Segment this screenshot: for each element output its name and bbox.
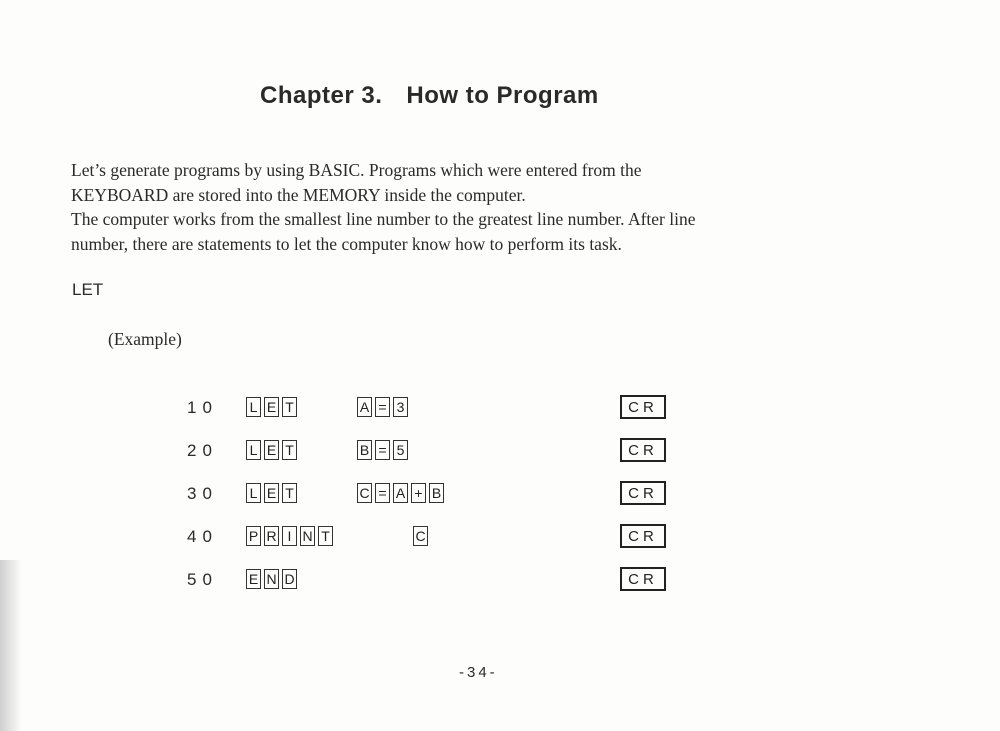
keycap: E [264, 397, 279, 417]
keycap: R [264, 526, 279, 546]
page-number: -34- [459, 664, 498, 681]
keycap: = [375, 483, 390, 503]
program-line [0, 483, 1000, 511]
program-line [0, 397, 1000, 425]
line-number: 40 [187, 527, 218, 546]
keycap: E [264, 483, 279, 503]
example-label: (Example) [108, 329, 182, 349]
chapter-number: Chapter 3. [260, 82, 383, 109]
keycap: L [246, 483, 261, 503]
keycap: T [282, 440, 297, 460]
keycap: B [357, 440, 372, 460]
keycap: T [282, 397, 297, 417]
paragraph-line: KEYBOARD are stored into the MEMORY inside the computer. [71, 184, 526, 205]
program-line [0, 440, 1000, 468]
line-number: 10 [187, 398, 218, 417]
keycap: = [375, 397, 390, 417]
keycap: E [264, 440, 279, 460]
section-label-let: LET [72, 280, 104, 299]
keycap: D [282, 569, 297, 589]
statement-keys [246, 526, 333, 546]
keycap: P [246, 526, 261, 546]
cr-key: CR [620, 395, 666, 419]
keycap: I [282, 526, 297, 546]
program-line [0, 526, 1000, 554]
line-number: 20 [187, 441, 218, 460]
keycap: A [357, 397, 372, 417]
intro-paragraph [71, 158, 911, 256]
keycap: C [413, 526, 428, 546]
chapter-heading [260, 82, 599, 110]
line-number: 50 [187, 570, 218, 589]
keycap: E [246, 569, 261, 589]
paragraph-line: number, there are statements to let the computer know how to perform its task. [71, 233, 622, 254]
cr-key: CR [620, 567, 666, 591]
statement-keys [246, 397, 297, 417]
keycap: A [393, 483, 408, 503]
keycap: C [357, 483, 372, 503]
chapter-title: How to Program [406, 82, 599, 109]
statement-keys [246, 440, 297, 460]
argument-keys [357, 397, 408, 417]
cr-key: CR [620, 481, 666, 505]
keycap: T [282, 483, 297, 503]
cr-key: CR [620, 438, 666, 462]
keycap: 3 [393, 397, 408, 417]
keycap: B [429, 483, 444, 503]
keycap: T [318, 526, 333, 546]
keycap: N [300, 526, 315, 546]
argument-keys [413, 526, 428, 546]
argument-keys [357, 440, 408, 460]
keycap: = [375, 440, 390, 460]
keycap: L [246, 397, 261, 417]
keycap: + [411, 483, 426, 503]
keycap: N [264, 569, 279, 589]
paragraph-line: Let’s generate programs by using BASIC. Programs which were entered from the [71, 160, 642, 180]
argument-keys [357, 483, 444, 503]
line-number: 30 [187, 484, 218, 503]
keycap: 5 [393, 440, 408, 460]
statement-keys [246, 569, 297, 589]
statement-keys [246, 483, 297, 503]
paragraph-line: The computer works from the smallest line number to the greatest line number. After line [71, 209, 696, 229]
keycap: L [246, 440, 261, 460]
program-line [0, 569, 1000, 597]
cr-key: CR [620, 524, 666, 548]
